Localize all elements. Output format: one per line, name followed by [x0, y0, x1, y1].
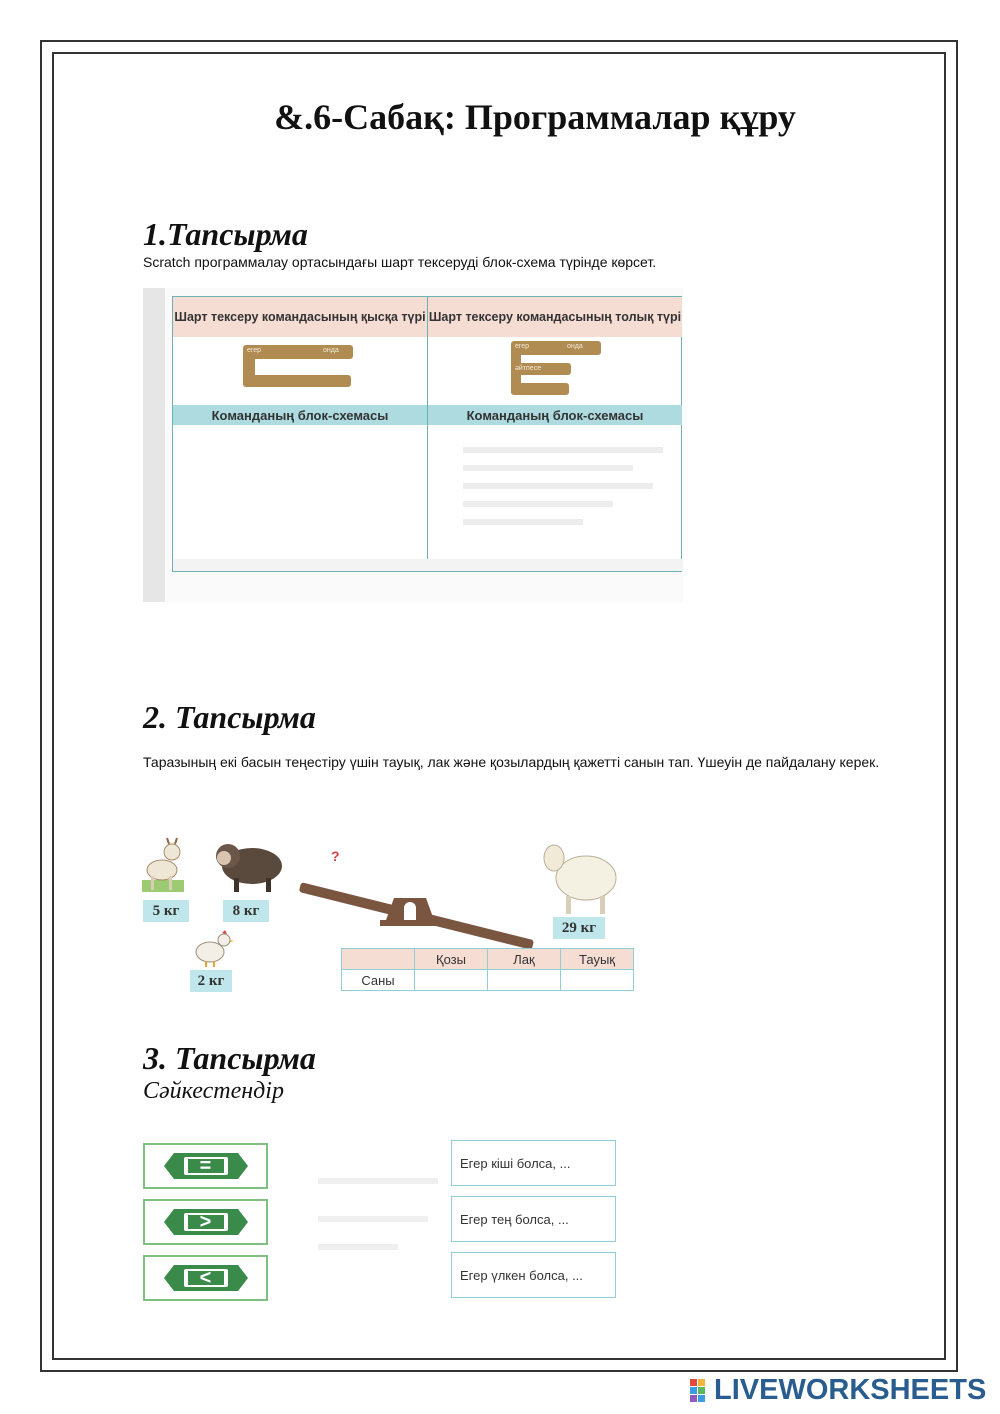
operator-less-card[interactable] [143, 1255, 268, 1301]
answer-card-equal[interactable]: Егер тең болса, ... [451, 1196, 616, 1242]
task2-instruction: Таразының екі басын теңестіру үшін тауық, лак және қозылардың қажетті санын тап. Үшеуін де пайдалану керек. [143, 754, 880, 770]
answer-cell-lak[interactable] [488, 970, 561, 991]
count-table [341, 948, 634, 991]
goat-image [142, 836, 184, 896]
hen-weight: 2 кг [190, 970, 232, 992]
column-header-kozy: Қозы [415, 949, 488, 970]
bleed-through-line [463, 465, 633, 471]
column-header-lak: Лақ [488, 949, 561, 970]
answer-cell-kozy[interactable] [415, 970, 488, 991]
sheep-image [540, 836, 620, 916]
greater-sign: > [199, 1211, 212, 1233]
bleed-through-line [463, 501, 613, 507]
table-corner [342, 949, 415, 970]
task3-subtitle: Сәйкестендір [143, 1078, 284, 1104]
task1-table [172, 296, 682, 572]
task1-heading: 1.Тапсырма [143, 216, 308, 252]
page-title: &.6-Сабақ: Программалар құру [274, 97, 796, 137]
block-else-label: әйтпесе [515, 365, 542, 372]
column-header-tauyk: Тауық [561, 949, 634, 970]
scan-edge [143, 288, 165, 602]
hen-image [192, 928, 234, 968]
sheep-weight: 29 кг [553, 917, 605, 939]
lamb-image [210, 836, 286, 894]
scratch-block-foot [243, 375, 351, 387]
block-then-label: онда [567, 343, 583, 350]
answer-card-greater[interactable]: Егер үлкен болса, ... [451, 1252, 616, 1298]
bleed-through-line [463, 519, 583, 525]
bleed-through-line [318, 1178, 438, 1184]
bleed-through-line [463, 483, 653, 489]
operator-greater-card[interactable] [143, 1199, 268, 1245]
operator-equal-card[interactable] [143, 1143, 268, 1189]
less-sign: < [199, 1267, 212, 1289]
seesaw-base [380, 898, 440, 926]
lamb-weight: 8 кг [223, 900, 269, 922]
scratch-block-foot [511, 383, 569, 395]
goat-weight: 5 кг [143, 900, 189, 922]
row-label-count: Саны [342, 970, 415, 991]
block-if-label: егер [247, 347, 262, 354]
block-if-label: егер [515, 343, 530, 350]
table-bar-flowchart-right: Команданың блок-схемасы [428, 405, 682, 425]
table-column-divider [427, 297, 428, 571]
scratch-if-block-short [243, 345, 353, 359]
question-mark: ? [331, 848, 340, 864]
bleed-through-line [463, 447, 663, 453]
scratch-if-else-block [511, 341, 601, 355]
task3-heading: 3. Тапсырма [143, 1040, 316, 1076]
answer-card-less[interactable]: Егер кіші болса, ... [451, 1140, 616, 1186]
task1-instruction: Scratch программалау ортасындағы шарт тексеруді блок-схема түрінде көрсет. [143, 254, 657, 270]
equal-sign: = [199, 1155, 212, 1177]
liveworksheets-mark-icon [690, 1379, 714, 1403]
liveworksheets-logo [690, 1374, 986, 1407]
bleed-through-line [318, 1216, 428, 1222]
task2-heading: 2. Тапсырма [143, 699, 316, 735]
answer-cell-tauyk[interactable] [561, 970, 634, 991]
table-header-short-form: Шарт тексеру командасының қысқа түрі [173, 297, 427, 337]
table-bar-flowchart-left: Команданың блок-схемасы [173, 405, 427, 425]
block-then-label: онда [323, 347, 339, 354]
bleed-through-line [173, 559, 683, 571]
liveworksheets-wordmark: LIVEWORKSHEETS [714, 1374, 987, 1406]
bleed-through-line [318, 1244, 398, 1250]
table-header-full-form: Шарт тексеру командасының толық түрі [428, 297, 682, 337]
scratch-else-row [511, 363, 571, 375]
